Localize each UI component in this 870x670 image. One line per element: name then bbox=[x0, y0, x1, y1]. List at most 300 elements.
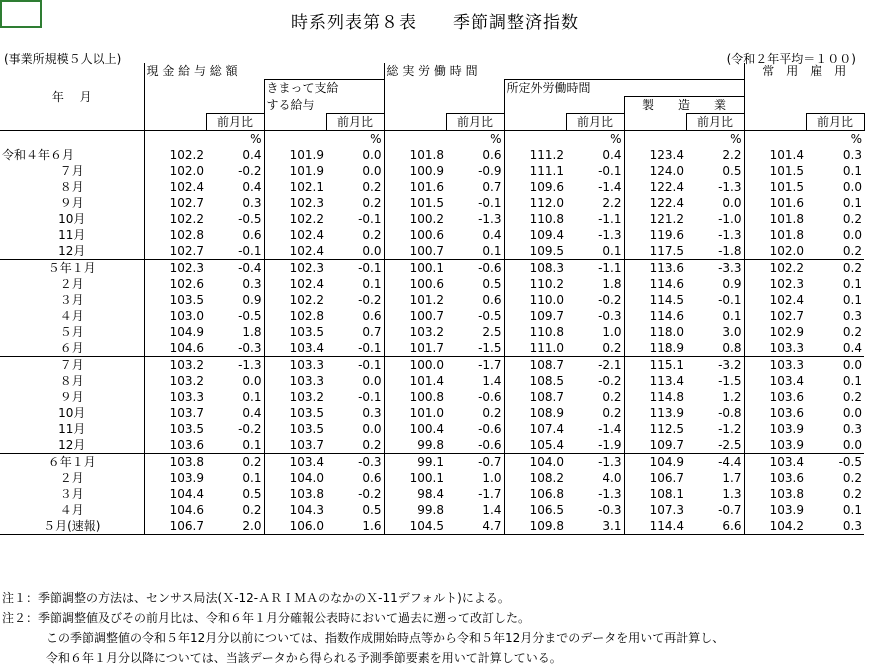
mom-value: -0.4 bbox=[206, 260, 264, 277]
index-value: 102.7 bbox=[169, 196, 204, 210]
mom-value: -1.1 bbox=[566, 260, 624, 277]
index-value: 102.3 bbox=[169, 261, 204, 275]
mom-value: 1.2 bbox=[686, 389, 744, 405]
percent-unit: % bbox=[850, 132, 862, 146]
mom-value: -0.5 bbox=[446, 308, 504, 324]
mom-value: -1.2 bbox=[686, 421, 744, 437]
index-value: 100.1 bbox=[409, 261, 444, 275]
row-label: 11月 bbox=[0, 227, 144, 243]
mom-value: 1.3 bbox=[686, 486, 744, 502]
mom-value: -0.6 bbox=[446, 437, 504, 454]
table-row bbox=[0, 243, 864, 260]
mom-value: -0.3 bbox=[566, 308, 624, 324]
table-row bbox=[0, 260, 864, 277]
note-1: 注１：季節調整の方法は、センサス局法(Ｘ-12-ＡＲＩＭＡのなかのＸ-11デフォルト)による。 bbox=[2, 591, 510, 605]
table-row bbox=[0, 486, 864, 502]
mom-value: 0.1 bbox=[686, 308, 744, 324]
index-value: 102.3 bbox=[289, 261, 324, 275]
table-row bbox=[0, 276, 864, 292]
row-label: 12月 bbox=[0, 437, 144, 454]
index-value: 109.7 bbox=[624, 437, 686, 454]
table-row bbox=[0, 163, 864, 179]
index-value: 103.3 bbox=[769, 358, 804, 372]
mom-value: 0.0 bbox=[326, 163, 384, 179]
row-label: ３月 bbox=[0, 292, 144, 308]
mom-value: 0.1 bbox=[206, 470, 264, 486]
mom-value: 1.7 bbox=[686, 470, 744, 486]
index-value: 106.0 bbox=[264, 518, 326, 535]
mom-value: 0.9 bbox=[206, 292, 264, 308]
mom-value: -0.2 bbox=[206, 421, 264, 437]
index-value: 114.5 bbox=[649, 293, 684, 307]
mom-value: -0.6 bbox=[446, 421, 504, 437]
row-label: ９月 bbox=[0, 389, 144, 405]
table-row bbox=[0, 470, 864, 486]
mom-value: -0.1 bbox=[326, 260, 384, 277]
mom-value: 0.0 bbox=[326, 421, 384, 437]
index-value: 102.2 bbox=[169, 148, 204, 162]
row-label: 10月 bbox=[0, 211, 144, 227]
mom-value: 0.2 bbox=[842, 390, 862, 404]
index-value: 103.3 bbox=[289, 358, 324, 372]
index-value: 103.2 bbox=[289, 390, 324, 404]
index-value: 102.4 bbox=[289, 228, 324, 242]
mom-value: 0.2 bbox=[842, 325, 862, 339]
index-value: 101.9 bbox=[289, 164, 324, 178]
mom-value: -0.1 bbox=[446, 195, 504, 211]
index-value: 106.5 bbox=[529, 503, 564, 517]
table-row bbox=[0, 179, 864, 195]
index-value: 113.4 bbox=[649, 374, 684, 388]
index-value: 101.2 bbox=[409, 293, 444, 307]
mom-value: 0.7 bbox=[446, 179, 504, 195]
row-label: ３月 bbox=[0, 486, 144, 502]
mom-value: 0.0 bbox=[206, 373, 264, 389]
mom-value: 0.2 bbox=[326, 195, 384, 211]
index-value: 102.3 bbox=[289, 196, 324, 210]
table-header bbox=[0, 63, 864, 131]
index-value: 100.9 bbox=[409, 164, 444, 178]
mom-value: 2.5 bbox=[446, 324, 504, 340]
index-value: 109.7 bbox=[529, 309, 564, 323]
index-value: 103.5 bbox=[289, 406, 324, 420]
mom-value: -0.3 bbox=[326, 454, 384, 471]
index-value: 100.6 bbox=[409, 228, 444, 242]
index-value: 113.9 bbox=[649, 406, 684, 420]
index-value: 102.0 bbox=[169, 164, 204, 178]
index-value: 122.4 bbox=[649, 180, 684, 194]
mom-value: -1.1 bbox=[566, 211, 624, 227]
mom-value: -1.3 bbox=[566, 486, 624, 502]
index-value: 114.8 bbox=[649, 390, 684, 404]
index-value: 101.5 bbox=[769, 180, 804, 194]
index-value: 103.6 bbox=[769, 471, 804, 485]
index-value: 101.5 bbox=[409, 196, 444, 210]
index-value: 101.9 bbox=[289, 148, 324, 162]
mom-value: 0.0 bbox=[842, 358, 862, 372]
index-value: 112.5 bbox=[649, 422, 684, 436]
mom-value: 0.2 bbox=[326, 437, 384, 454]
base-note: (令和２年平均＝１００) bbox=[726, 52, 856, 66]
index-value: 102.4 bbox=[769, 293, 804, 307]
index-value: 103.5 bbox=[169, 293, 204, 307]
index-value: 103.6 bbox=[769, 406, 804, 420]
table-row bbox=[0, 227, 864, 243]
row-label: ６月 bbox=[0, 340, 144, 357]
index-value: 111.0 bbox=[504, 340, 566, 357]
note-2-cont-2: 令和６年１月分以降については、当該データから得られる予測季節要素を用いて計算している。 bbox=[46, 651, 562, 665]
mom-value: 0.0 bbox=[326, 373, 384, 389]
employment-mom-header: 前月比 bbox=[806, 114, 864, 131]
index-value: 108.9 bbox=[529, 406, 564, 420]
index-value: 124.0 bbox=[649, 164, 684, 178]
row-label: ４月 bbox=[0, 502, 144, 518]
index-value: 103.7 bbox=[264, 437, 326, 454]
row-label: ９月 bbox=[0, 195, 144, 211]
mom-value: 0.2 bbox=[842, 471, 862, 485]
mom-value: -4.4 bbox=[686, 454, 744, 471]
mom-value: 0.7 bbox=[326, 324, 384, 340]
index-value: 103.8 bbox=[289, 487, 324, 501]
index-value: 103.3 bbox=[289, 374, 324, 388]
mom-value: 0.1 bbox=[842, 293, 862, 307]
mom-value: 0.4 bbox=[206, 147, 264, 163]
table-row bbox=[0, 324, 864, 340]
table-row bbox=[0, 373, 864, 389]
index-value: 104.9 bbox=[649, 455, 684, 469]
mom-value: 1.4 bbox=[446, 502, 504, 518]
mom-value: -0.3 bbox=[566, 502, 624, 518]
mom-value: 0.0 bbox=[842, 228, 862, 242]
row-label: ２月 bbox=[0, 470, 144, 486]
page-title: 時系列表第８表 季節調整済指数 bbox=[291, 13, 579, 33]
index-value: 100.7 bbox=[384, 243, 446, 260]
mom-value: -0.2 bbox=[326, 486, 384, 502]
mom-value: 1.4 bbox=[446, 373, 504, 389]
index-value: 117.5 bbox=[624, 243, 686, 260]
mom-value: 0.2 bbox=[842, 261, 862, 275]
index-value: 103.0 bbox=[169, 309, 204, 323]
mom-value: -3.2 bbox=[686, 357, 744, 374]
index-value: 104.0 bbox=[529, 455, 564, 469]
employment-header: 常 用 雇 用 bbox=[762, 64, 847, 79]
mom-value: -1.4 bbox=[566, 179, 624, 195]
mom-value: 0.6 bbox=[326, 470, 384, 486]
index-value: 103.3 bbox=[169, 390, 204, 404]
overtime-header: 所定外労働時間 bbox=[504, 80, 744, 97]
mom-value: -1.3 bbox=[206, 357, 264, 374]
row-label: 10月 bbox=[0, 405, 144, 421]
index-value: 100.7 bbox=[409, 309, 444, 323]
index-value: 110.0 bbox=[529, 293, 564, 307]
mom-value: 0.2 bbox=[326, 179, 384, 195]
mom-value: 3.1 bbox=[566, 518, 624, 535]
mom-value: -1.3 bbox=[686, 227, 744, 243]
mom-value: -2.5 bbox=[686, 437, 744, 454]
index-value: 100.0 bbox=[409, 358, 444, 372]
mom-value: 0.9 bbox=[686, 276, 744, 292]
mom-value: -0.2 bbox=[326, 292, 384, 308]
index-value: 101.7 bbox=[384, 340, 446, 357]
table-row bbox=[0, 340, 864, 357]
index-value: 102.7 bbox=[144, 243, 206, 260]
mom-value: 0.3 bbox=[842, 309, 862, 323]
mom-value: -1.7 bbox=[446, 486, 504, 502]
mom-value: -0.1 bbox=[686, 292, 744, 308]
note-2-cont-1: この季節調整値の令和５年12月分以前については、指数作成開始時点等から令和５年12月分までのデータを用いて再計算し、 bbox=[46, 631, 725, 645]
mom-value: -1.3 bbox=[566, 454, 624, 471]
mom-value: -0.6 bbox=[446, 260, 504, 277]
mom-value: 4.7 bbox=[446, 518, 504, 535]
fixed-header-line1: きまって支給 bbox=[264, 80, 384, 97]
mom-value: 0.2 bbox=[206, 502, 264, 518]
mom-value: -1.5 bbox=[446, 340, 504, 357]
index-value: 103.9 bbox=[744, 437, 806, 454]
mom-value: 0.0 bbox=[842, 180, 862, 194]
index-value: 109.4 bbox=[529, 228, 564, 242]
index-value: 99.1 bbox=[417, 455, 444, 469]
index-value: 101.8 bbox=[769, 228, 804, 242]
index-value: 102.4 bbox=[264, 243, 326, 260]
mom-value: 0.4 bbox=[446, 227, 504, 243]
percent-unit-row bbox=[0, 131, 864, 148]
index-value: 111.1 bbox=[529, 164, 564, 178]
mom-value: -0.8 bbox=[686, 405, 744, 421]
mom-value: -1.8 bbox=[686, 243, 744, 260]
table-row bbox=[0, 195, 864, 211]
mom-value: -0.1 bbox=[326, 357, 384, 374]
mom-value: -2.1 bbox=[566, 357, 624, 374]
mom-value: 6.6 bbox=[686, 518, 744, 535]
hours-mom-header: 前月比 bbox=[446, 114, 504, 131]
row-label: ５年１月 bbox=[0, 260, 144, 277]
mom-value: -0.1 bbox=[326, 340, 384, 357]
index-value: 111.2 bbox=[529, 148, 564, 162]
index-value: 112.0 bbox=[529, 196, 564, 210]
mom-value: 0.3 bbox=[842, 148, 862, 162]
index-value: 103.4 bbox=[769, 455, 804, 469]
mom-value: -0.1 bbox=[326, 389, 384, 405]
index-value: 108.7 bbox=[529, 358, 564, 372]
mom-value: 0.6 bbox=[446, 292, 504, 308]
mom-value: 0.6 bbox=[326, 308, 384, 324]
index-value: 101.0 bbox=[409, 406, 444, 420]
index-value: 106.7 bbox=[649, 471, 684, 485]
row-label: ７月 bbox=[0, 357, 144, 374]
manufacturing-mom-header: 前月比 bbox=[686, 114, 744, 131]
index-value: 103.8 bbox=[169, 455, 204, 469]
mom-value: 0.4 bbox=[206, 405, 264, 421]
mom-value: -0.5 bbox=[206, 308, 264, 324]
mom-value: -1.3 bbox=[446, 211, 504, 227]
mom-value: 0.1 bbox=[842, 503, 862, 517]
mom-value: -0.5 bbox=[838, 455, 862, 469]
mom-value: 0.5 bbox=[206, 486, 264, 502]
index-value: 98.4 bbox=[417, 487, 444, 501]
index-value: 118.9 bbox=[624, 340, 686, 357]
mom-value: -0.5 bbox=[206, 211, 264, 227]
mom-value: 0.3 bbox=[206, 276, 264, 292]
scope-note: (事業所規模５人以上) bbox=[4, 52, 122, 66]
index-value: 101.8 bbox=[409, 148, 444, 162]
index-value: 102.1 bbox=[289, 180, 324, 194]
index-value: 102.8 bbox=[169, 228, 204, 242]
index-value: 108.2 bbox=[529, 471, 564, 485]
table-row bbox=[0, 292, 864, 308]
mom-value: -0.6 bbox=[446, 389, 504, 405]
row-label: 令和４年６月 bbox=[0, 147, 144, 163]
percent-unit: % bbox=[686, 131, 744, 148]
index-value: 107.3 bbox=[649, 503, 684, 517]
mom-value: 0.6 bbox=[446, 147, 504, 163]
index-value: 103.4 bbox=[769, 374, 804, 388]
mom-value: -0.1 bbox=[566, 163, 624, 179]
mom-value: -0.2 bbox=[206, 163, 264, 179]
mom-value: -1.3 bbox=[686, 179, 744, 195]
index-value: 100.6 bbox=[409, 277, 444, 291]
mom-value: 0.1 bbox=[446, 243, 504, 260]
index-value: 102.2 bbox=[289, 293, 324, 307]
row-label: ５月(速報) bbox=[0, 518, 144, 535]
index-value: 103.5 bbox=[289, 422, 324, 436]
index-value: 99.8 bbox=[417, 503, 444, 517]
mom-value: 0.0 bbox=[326, 243, 384, 260]
index-value: 110.8 bbox=[529, 212, 564, 226]
percent-unit: % bbox=[206, 131, 264, 148]
index-value: 114.6 bbox=[649, 277, 684, 291]
mom-value: 0.1 bbox=[206, 437, 264, 454]
mom-value: 0.2 bbox=[326, 227, 384, 243]
mom-value: 0.1 bbox=[842, 374, 862, 388]
overtime-mom-header: 前月比 bbox=[566, 114, 624, 131]
index-value: 103.9 bbox=[769, 503, 804, 517]
index-value: 118.0 bbox=[649, 325, 684, 339]
index-value: 110.2 bbox=[529, 277, 564, 291]
index-value: 102.2 bbox=[169, 212, 204, 226]
mom-value: 0.1 bbox=[842, 164, 862, 178]
table-row bbox=[0, 518, 864, 535]
index-value: 108.3 bbox=[529, 261, 564, 275]
index-value: 108.1 bbox=[649, 487, 684, 501]
mom-value: 0.0 bbox=[326, 147, 384, 163]
row-label: ８月 bbox=[0, 179, 144, 195]
mom-value: 0.2 bbox=[566, 389, 624, 405]
table-row bbox=[0, 357, 864, 374]
mom-value: 0.2 bbox=[806, 243, 864, 260]
mom-value: 1.0 bbox=[566, 324, 624, 340]
hours-header: 総 実 労 働 時 間 bbox=[384, 63, 744, 80]
percent-unit: % bbox=[446, 131, 504, 148]
mom-value: 0.6 bbox=[206, 227, 264, 243]
index-value: 101.6 bbox=[769, 196, 804, 210]
mom-value: 0.2 bbox=[446, 405, 504, 421]
percent-unit: % bbox=[326, 131, 384, 148]
table-row bbox=[0, 454, 864, 471]
table-body bbox=[0, 131, 864, 535]
mom-value: 0.5 bbox=[446, 276, 504, 292]
index-value: 100.8 bbox=[409, 390, 444, 404]
index-value: 104.3 bbox=[289, 503, 324, 517]
note-2: 注２：季節調整値及びその前月比は、令和６年１月分確報公表時において過去に遡って改訂した。 bbox=[2, 611, 531, 625]
cash-mom-header: 前月比 bbox=[206, 114, 264, 131]
table-row bbox=[0, 405, 864, 421]
mom-value: -0.9 bbox=[446, 163, 504, 179]
mom-value: 0.5 bbox=[326, 502, 384, 518]
mom-value: 0.2 bbox=[566, 340, 624, 357]
mom-value: -1.7 bbox=[446, 357, 504, 374]
mom-value: 4.0 bbox=[566, 470, 624, 486]
index-value: 103.9 bbox=[769, 422, 804, 436]
index-value: 103.2 bbox=[169, 374, 204, 388]
index-value: 108.7 bbox=[529, 390, 564, 404]
table-row bbox=[0, 308, 864, 324]
index-value: 102.8 bbox=[289, 309, 324, 323]
table-row bbox=[0, 437, 864, 454]
mom-value: -3.3 bbox=[686, 260, 744, 277]
index-value: 103.5 bbox=[169, 422, 204, 436]
mom-value: 0.1 bbox=[566, 243, 624, 260]
mom-value: 0.1 bbox=[842, 196, 862, 210]
index-value: 108.5 bbox=[529, 374, 564, 388]
year-month-header: 年 月 bbox=[0, 63, 144, 131]
index-value: 122.4 bbox=[649, 196, 684, 210]
mom-value: 1.0 bbox=[446, 470, 504, 486]
index-value: 99.8 bbox=[384, 437, 446, 454]
mom-value: -1.4 bbox=[566, 421, 624, 437]
index-value: 104.6 bbox=[169, 503, 204, 517]
index-value: 115.1 bbox=[649, 358, 684, 372]
mom-value: 0.0 bbox=[806, 437, 864, 454]
index-value: 114.6 bbox=[649, 309, 684, 323]
index-value: 104.9 bbox=[169, 325, 204, 339]
index-value: 109.8 bbox=[504, 518, 566, 535]
mom-value: -1.5 bbox=[686, 373, 744, 389]
table-row bbox=[0, 389, 864, 405]
mom-value: 0.1 bbox=[326, 276, 384, 292]
row-label: 12月 bbox=[0, 243, 144, 260]
index-value: 101.4 bbox=[409, 374, 444, 388]
index-value: 109.5 bbox=[504, 243, 566, 260]
mom-value: -0.7 bbox=[446, 454, 504, 471]
mom-value: 0.2 bbox=[566, 405, 624, 421]
index-value: 121.2 bbox=[649, 212, 684, 226]
row-label: ７月 bbox=[0, 163, 144, 179]
index-value: 103.6 bbox=[769, 390, 804, 404]
index-value: 106.8 bbox=[529, 487, 564, 501]
mom-value: -1.0 bbox=[686, 211, 744, 227]
row-label: ８月 bbox=[0, 373, 144, 389]
index-value: 104.6 bbox=[144, 340, 206, 357]
table-row bbox=[0, 147, 864, 163]
row-label: ２月 bbox=[0, 276, 144, 292]
mom-value: 3.0 bbox=[686, 324, 744, 340]
index-value: 102.0 bbox=[744, 243, 806, 260]
index-value: 109.6 bbox=[529, 180, 564, 194]
mom-value: 1.8 bbox=[566, 276, 624, 292]
row-label: 11月 bbox=[0, 421, 144, 437]
index-value: 101.6 bbox=[409, 180, 444, 194]
index-value: 103.4 bbox=[289, 455, 324, 469]
index-value: 103.4 bbox=[264, 340, 326, 357]
table-row bbox=[0, 502, 864, 518]
mom-value: -1.3 bbox=[566, 227, 624, 243]
mom-value: 2.2 bbox=[566, 195, 624, 211]
index-value: 119.6 bbox=[649, 228, 684, 242]
mom-value: -0.2 bbox=[566, 292, 624, 308]
index-value: 102.2 bbox=[289, 212, 324, 226]
index-value: 103.8 bbox=[769, 487, 804, 501]
cash-header: 現 金 給 与 総 額 bbox=[144, 63, 384, 80]
